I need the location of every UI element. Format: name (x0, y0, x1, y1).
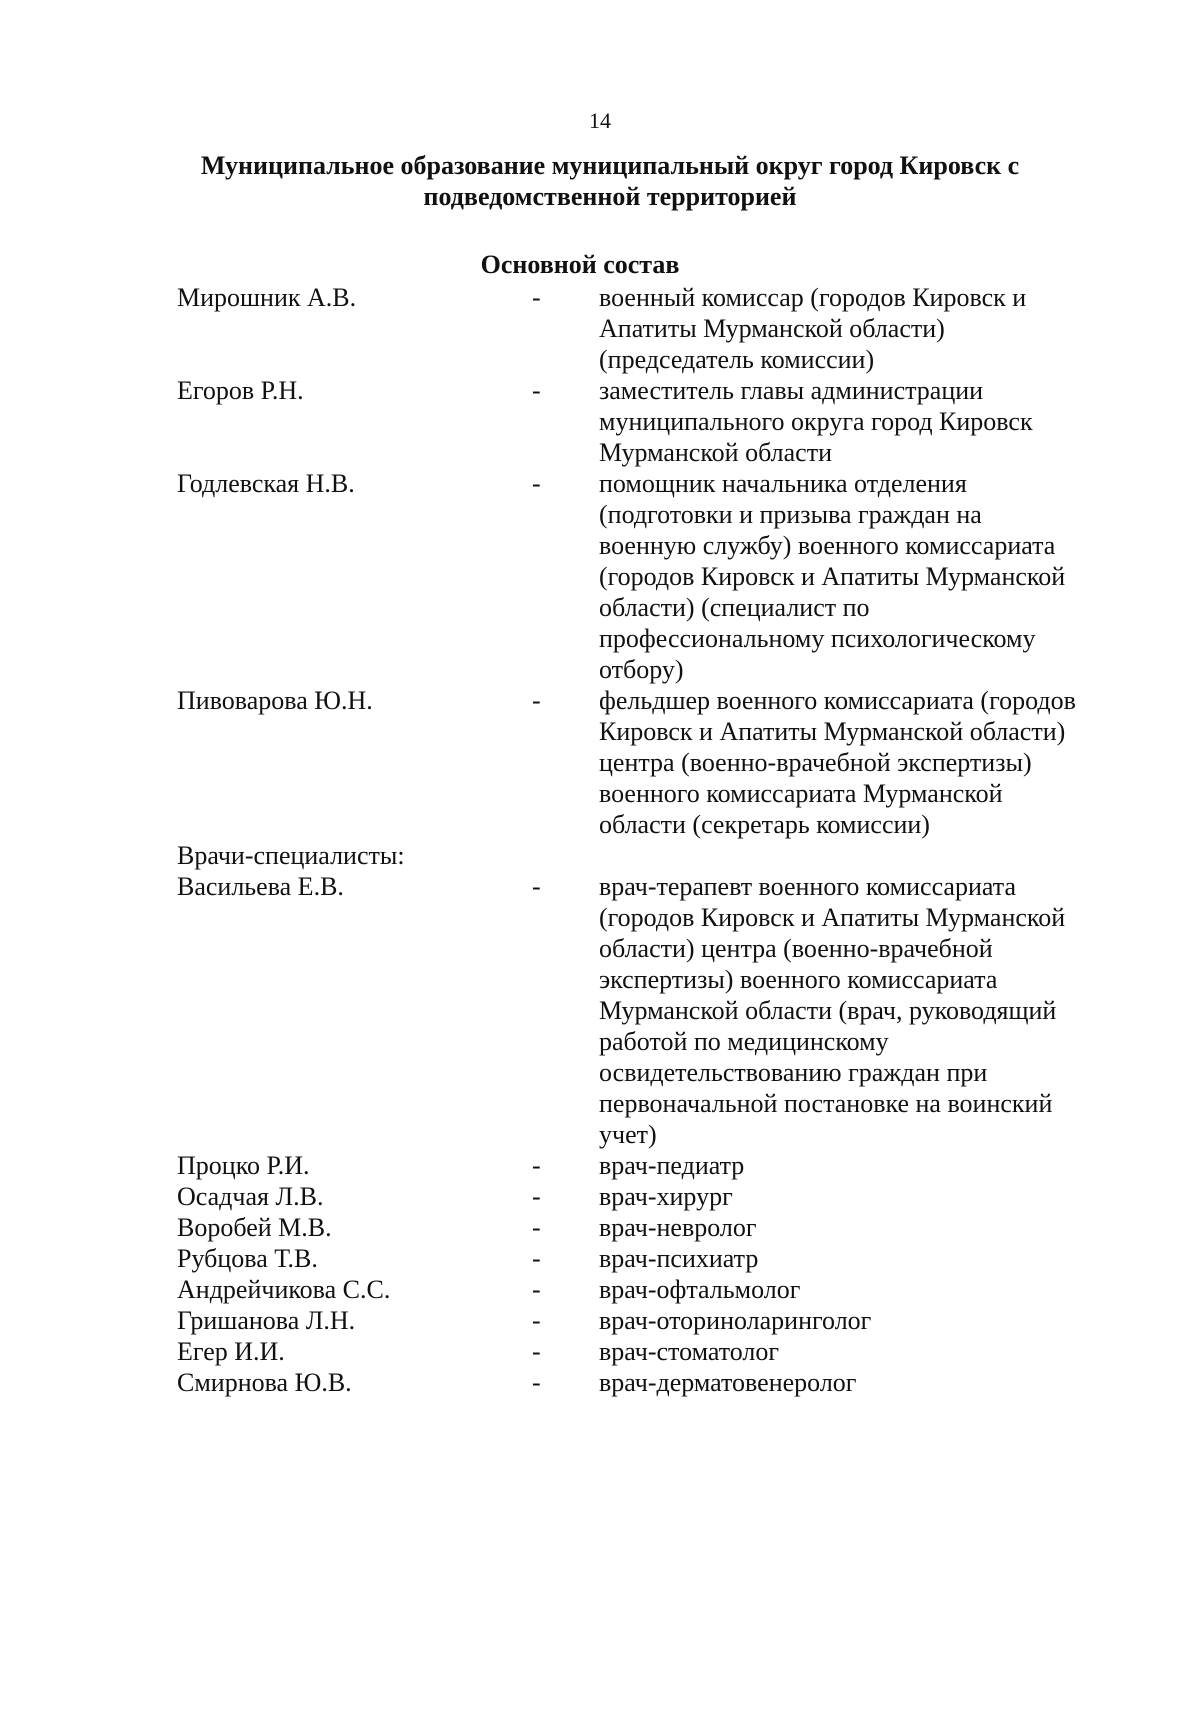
member-name: Годлевская Н.В. (177, 469, 355, 498)
position-line: врач-невролог (599, 1213, 757, 1242)
page-number: 14 (589, 108, 611, 133)
member-entry (177, 1305, 1107, 1336)
member-position (599, 1367, 1107, 1398)
member-name: Воробей М.В. (177, 1213, 332, 1242)
position-line: заместитель главы администрации (599, 376, 984, 405)
position-line: врач-психиатр (599, 1244, 759, 1273)
member-entry (177, 1274, 1107, 1305)
position-line: Мурманской области (врач, руководящий (599, 996, 1057, 1025)
dash-separator: - (532, 1368, 541, 1397)
member-name: Рубцова Т.В. (177, 1244, 318, 1273)
dash-separator: - (532, 283, 541, 312)
position-line: муниципального округа город Кировск (599, 407, 1033, 436)
position-line: учет) (599, 1120, 657, 1149)
member-name: Егер И.И. (177, 1337, 285, 1366)
member-entry (177, 1336, 1107, 1367)
specialists-label: Врачи-специалисты: (177, 841, 405, 870)
member-name: Гришанова Л.Н. (177, 1306, 356, 1335)
dash-separator: - (532, 872, 541, 901)
member-name: Мирошник А.В. (177, 283, 357, 312)
dash-separator: - (532, 686, 541, 715)
position-line: врач-терапевт военного комиссариата (599, 872, 1016, 901)
member-name: Осадчая Л.В. (177, 1182, 324, 1211)
position-line: Мурманской области (599, 438, 832, 467)
position-line: фельдшер военного комиссариата (городов (599, 686, 1076, 715)
dash-separator: - (532, 469, 541, 498)
position-line: врач-оториноларинголог (599, 1306, 872, 1335)
position-line: военную службу) военного комиссариата (599, 531, 1056, 560)
dash-separator: - (532, 1213, 541, 1242)
position-line: Апатиты Мурманской области) (599, 314, 945, 343)
document-heading (140, 150, 1080, 212)
member-name: Пивоварова Ю.Н. (177, 686, 373, 715)
member-position (599, 1212, 1107, 1243)
position-line: области) (специалист по (599, 593, 870, 622)
member-entry (177, 1367, 1107, 1398)
member-name: Андрейчикова С.С. (177, 1275, 391, 1304)
position-line: (городов Кировск и Апатиты Мурманской (599, 903, 1066, 932)
position-line: центра (военно-врачебной экспертизы) (599, 748, 1032, 777)
position-line: военный комиссар (городов Кировск и (599, 283, 1027, 312)
member-entry (177, 468, 1107, 685)
main-members-group (177, 282, 1107, 840)
position-line: освидетельствованию граждан при (599, 1058, 988, 1087)
dash-separator: - (532, 1337, 541, 1366)
position-line: военного комиссариата Мурманской (599, 779, 1003, 808)
dash-separator: - (532, 1151, 541, 1180)
dash-separator: - (532, 376, 541, 405)
position-line: врач-дерматовенеролог (599, 1368, 857, 1397)
member-name: Смирнова Ю.В. (177, 1368, 352, 1397)
position-line: работой по медицинскому (599, 1027, 889, 1056)
member-entry (177, 1212, 1107, 1243)
position-line: первоначальной постановке на воинский (599, 1089, 1053, 1118)
position-line: врач-педиатр (599, 1151, 745, 1180)
member-name: Васильева Е.В. (177, 872, 344, 901)
member-position (599, 468, 1107, 685)
member-entry (177, 282, 1107, 375)
member-name: Процко Р.И. (177, 1151, 310, 1180)
section-title: Основной состав (480, 250, 680, 279)
member-position (599, 1181, 1107, 1212)
position-line: области) центра (военно-врачебной (599, 934, 993, 963)
position-line: (председатель комиссии) (599, 345, 875, 374)
member-position (599, 1243, 1107, 1274)
position-line: (подготовки и призыва граждан на (599, 500, 982, 529)
member-entry (177, 685, 1107, 840)
member-position (599, 1274, 1107, 1305)
member-position (599, 871, 1107, 1150)
position-line: (городов Кировск и Апатиты Мурманской (599, 562, 1066, 591)
member-position (599, 1305, 1107, 1336)
member-position (599, 685, 1107, 840)
member-entry (177, 1243, 1107, 1274)
dash-separator: - (532, 1306, 541, 1335)
heading-line-1: Муниципальное образование муниципальный округ город Кировск с (200, 151, 1020, 180)
member-position (599, 1150, 1107, 1181)
position-line: врач-хирург (599, 1182, 733, 1211)
specialists-group (177, 871, 1107, 1398)
member-position (599, 375, 1107, 468)
position-line: врач-стоматолог (599, 1337, 780, 1366)
position-line: отбору) (599, 655, 684, 684)
position-line: Кировск и Апатиты Мурманской области) (599, 717, 1066, 746)
dash-separator: - (532, 1244, 541, 1273)
dash-separator: - (532, 1275, 541, 1304)
member-entry (177, 375, 1107, 468)
member-position (599, 282, 1107, 375)
position-line: врач-офтальмолог (599, 1275, 801, 1304)
position-line: области (секретарь комиссии) (599, 810, 930, 839)
position-line: экспертизы) военного комиссариата (599, 965, 998, 994)
position-line: профессиональному психологическому (599, 624, 1036, 653)
member-entry (177, 1150, 1107, 1181)
member-position (599, 1336, 1107, 1367)
member-name: Егоров Р.Н. (177, 376, 304, 405)
member-entry (177, 1181, 1107, 1212)
dash-separator: - (532, 1182, 541, 1211)
heading-line-2: подведомственной территорией (423, 182, 797, 211)
member-entry (177, 871, 1107, 1150)
position-line: помощник начальника отделения (599, 469, 967, 498)
member-list (177, 282, 1107, 1398)
